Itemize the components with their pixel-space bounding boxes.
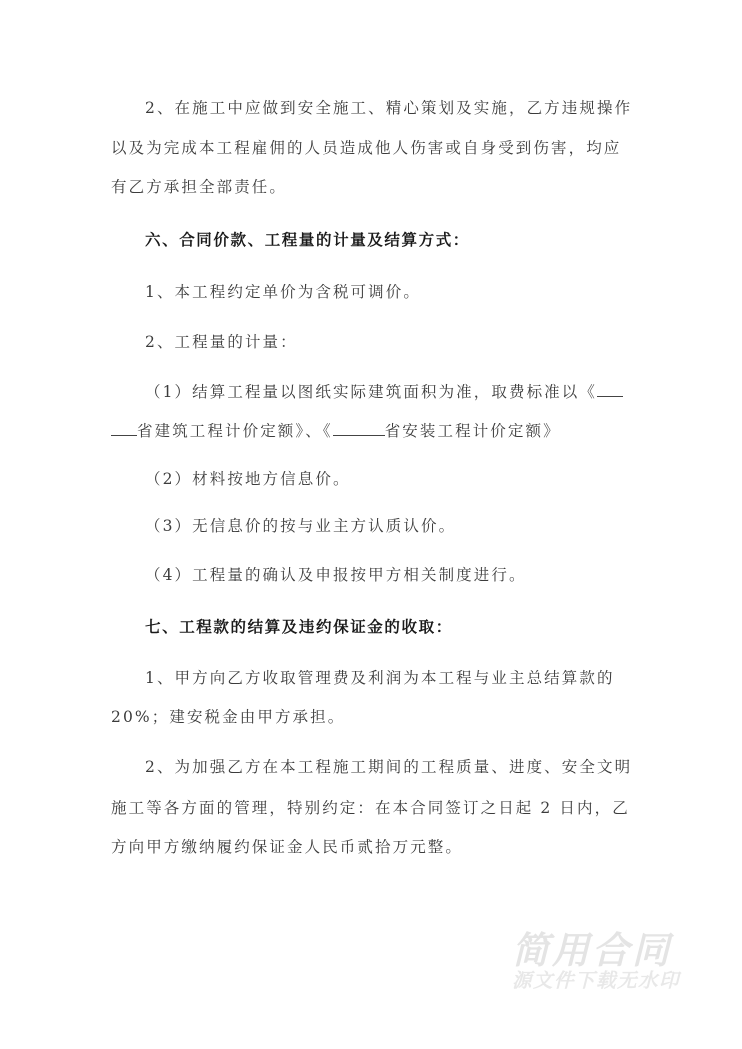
fill-in-blank [111, 421, 137, 436]
paragraph-line: 2、为加强乙方在本工程施工期间的工程质量、进度、安全文明 [145, 758, 633, 776]
paragraph-line: 施工等各方面的管理，特别约定：在本合同签订之日起 2 日内，乙 [111, 799, 630, 817]
paragraph-line: 以及为完成本工程雇佣的人员造成他人伤害或自身受到伤害，均应 [111, 139, 622, 157]
paragraph-line: 2、工程量的计量： [145, 333, 298, 351]
paragraph-line: 1、甲方向乙方收取管理费及利润为本工程与业主总结算款的 [145, 669, 615, 687]
paragraph-line: （2）材料按地方信息价。 [145, 470, 351, 488]
paragraph-line: 2、在施工中应做到安全施工、精心策划及实施，乙方违规操作 [145, 99, 633, 117]
paragraph-line: 方向甲方缴纳履约保证金人民币贰拾万元整。 [111, 838, 464, 856]
clause-text: 省建筑工程计价定额》、《 [137, 422, 333, 440]
watermark-title: 简用合同 [512, 929, 672, 972]
paragraph-line [145, 382, 665, 402]
paragraph-line: 20%；建安税金由甲方承担。 [111, 708, 346, 726]
section-heading-6: 六、合同价款、工程量的计量及结算方式： [145, 230, 470, 249]
section-heading-7: 七、工程款的结算及违约保证金的收取： [145, 617, 453, 636]
clause-text: 省安装工程计价定额》 [384, 422, 561, 440]
paragraph-line: （3）无信息价的按与业主方认质认价。 [145, 517, 457, 535]
paragraph-line: （4）工程量的确认及申报按甲方相关制度进行。 [145, 566, 527, 584]
fill-in-blank [333, 421, 385, 436]
paragraph-line: 1、本工程约定单价为含税可调价。 [145, 283, 421, 301]
clause-text: （1）结算工程量以图纸实际建筑面积为准，取费标准以《 [145, 383, 597, 401]
paragraph-line [111, 421, 631, 441]
fill-in-blank [597, 382, 623, 397]
watermark-subtitle: 源文件下载无水印 [512, 969, 681, 992]
paragraph-line: 有乙方承担全部责任。 [111, 178, 288, 196]
